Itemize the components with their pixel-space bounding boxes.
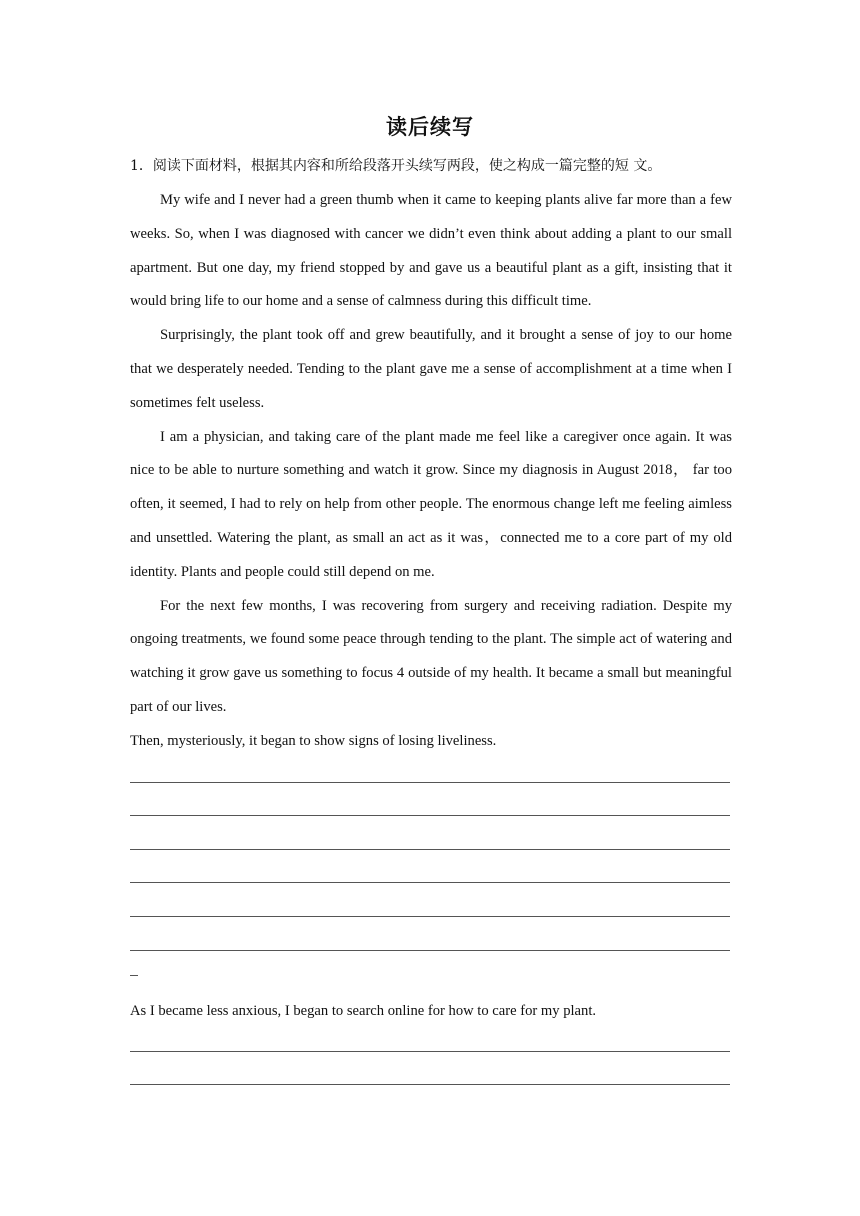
- task-instruction: 1．阅读下面材料，根据其内容和所给段落开头续写两段，使之构成一篇完整的短 文。: [130, 158, 662, 174]
- answer-line[interactable]: [130, 883, 730, 917]
- answer-line[interactable]: [130, 816, 730, 850]
- answer-line[interactable]: [130, 749, 730, 783]
- answer-line[interactable]: [130, 1018, 730, 1052]
- reading-passage: [130, 184, 732, 759]
- passage-paragraph: I am a physician, and taking care of the plant made me feel like a caregiver once again. It was nice to be able to nurture something and watch it grow. Since my diagnosis in August 2018， far too often, it seemed, I had to rely on help from other people. The enormous change left me feeling aimless and unsettled. Watering the plant, as small an act as it was，connected me to a core part of my old identity. Plants and people could still depend on me.: [130, 428, 732, 580]
- answer-lines-paragraph-1[interactable]: [130, 749, 730, 951]
- passage-paragraph: My wife and I never had a green thumb when it came to keeping plants alive far more than a few weeks. So, when I was diagnosed with cancer we didn’t even think about adding a plant to our small apartment. But one day, my friend stopped by and gave us a beautiful plant as a gift, insisting that it would bring life to our home and a sense of calmness during this difficult time.: [130, 192, 732, 310]
- passage-paragraph: Surprisingly, the plant took off and grew beautifully, and it brought a sense of joy to our home that we desperately needed. Tending to the plant gave me a sense of accomplishment at a time when I sometimes felt useless.: [130, 327, 732, 411]
- answer-lines-paragraph-2[interactable]: [130, 1018, 730, 1085]
- answer-line[interactable]: [130, 850, 730, 884]
- answer-line[interactable]: [130, 783, 730, 817]
- answer-line[interactable]: [130, 917, 730, 951]
- answer-line[interactable]: [130, 1052, 730, 1086]
- continuation-paragraph-1-start: Then, mysteriously, it began to show signs of losing liveliness.: [130, 732, 497, 749]
- passage-paragraph: For the next few months, I was recovering from surgery and receiving radiation. Despite my ongoing treatments, we found some peace through tending to the plant. The simple act of watering and watching it grow gave us something to focus 4 outside of my health. It became a small but meaningful part of our lives.: [130, 597, 732, 715]
- line-continuation-mark: [130, 975, 138, 976]
- page-title: 读后续写: [386, 115, 474, 139]
- continuation-paragraph-2-start: As I became less anxious, I began to search online for how to care for my plant.: [130, 1003, 597, 1019]
